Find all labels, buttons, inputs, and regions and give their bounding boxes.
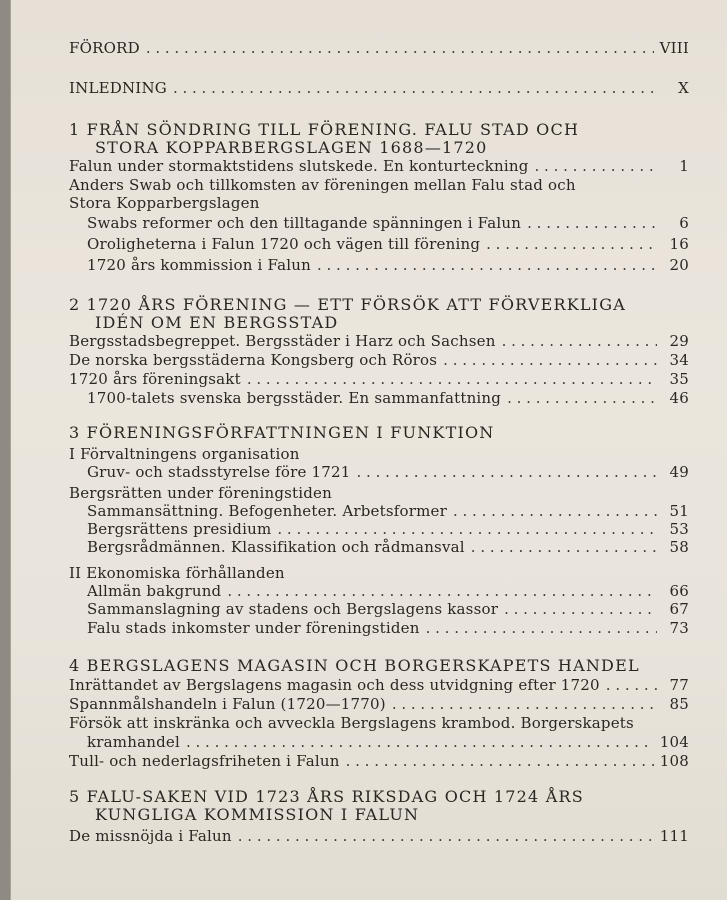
chapter-2-title-cont: IDÉN OM EN BERGSSTAD: [95, 313, 339, 332]
toc-entry: [69, 503, 689, 520]
dot-leader: [227, 583, 657, 600]
entry-label: De norska bergsstäderna Kongsberg och Röros: [69, 351, 438, 369]
page-number: 66: [669, 582, 689, 600]
toc-entry: [69, 753, 689, 770]
dot-leader: [357, 464, 657, 481]
toc-entry-text: Anders Swab och tillkomsten av föreningen mellan Falu stad och: [69, 176, 576, 194]
toc-entry: [69, 333, 689, 350]
dot-leader: [443, 352, 657, 369]
entry-label: Bergsstadsbegreppet. Bergsstäder i Harz och Sachsen: [69, 332, 496, 350]
toc-entry-text: Försök att inskränka och avveckla Bergslagens krambod. Borgerskapets: [69, 714, 634, 732]
section-heading: I Förvaltningens organisation: [69, 445, 300, 463]
page-number: 34: [669, 351, 689, 369]
entry-label: Swabs reformer och den tilltagande spänningen i Falun: [87, 214, 522, 232]
page-number: 85: [669, 695, 689, 713]
dot-leader: [471, 539, 657, 556]
entry-label: kramhandel: [87, 733, 180, 751]
toc-entry: [69, 539, 689, 556]
dot-leader: [277, 521, 657, 538]
page-number: 104: [659, 733, 689, 751]
chapter-1-title-cont: STORA KOPPARBERGSLAGEN 1688—1720: [95, 138, 488, 157]
toc-entry: [69, 390, 689, 407]
page-number: 58: [669, 538, 689, 556]
dot-leader: [507, 390, 657, 407]
entry-label: Sammanslagning av stadens och Bergslagens kassor: [87, 600, 499, 618]
toc-entry: [69, 620, 689, 637]
page-number: 73: [669, 619, 689, 637]
dot-leader: [346, 753, 654, 770]
dot-leader: [527, 215, 657, 232]
toc-entry-text: Stora Kopparbergslagen: [69, 194, 260, 212]
entry-label: Falu stads inkomster under föreningstiden: [87, 619, 420, 637]
toc-entry: [69, 215, 689, 232]
page-number: X: [678, 79, 689, 97]
entry-label: Spannmålshandeln i Falun (1720—1770): [69, 695, 386, 713]
page-number: 20: [669, 256, 689, 274]
dot-leader: [453, 503, 657, 520]
toc-entry: [69, 521, 689, 538]
toc-entry: [69, 352, 689, 369]
dot-leader: [392, 696, 657, 713]
toc-entry: [69, 464, 689, 481]
page-number: 111: [659, 827, 689, 845]
toc-entry: [69, 677, 689, 694]
toc-entry: [69, 236, 689, 253]
page-number: 77: [669, 676, 689, 694]
dot-leader: [146, 40, 654, 57]
entry-label: Bergsrådmännen. Klassifikation och rådmansval: [87, 538, 465, 556]
entry-label: Allmän bakgrund: [87, 582, 222, 600]
page-number: 1: [679, 157, 689, 175]
toc-entry: [69, 828, 689, 845]
toc-entry: [69, 601, 689, 618]
dot-leader: [186, 734, 654, 751]
toc-entry: [69, 371, 689, 388]
dot-leader: [426, 620, 657, 637]
page-number: 35: [669, 370, 689, 388]
page-number: 53: [669, 520, 689, 538]
page-number: 6: [679, 214, 689, 232]
dot-leader: [606, 677, 657, 694]
chapter-5-title: 5 FALU-SAKEN VID 1723 ÅRS RIKSDAG OCH 1724 ÅRS: [69, 787, 584, 806]
dot-leader: [247, 371, 657, 388]
toc-entry: [69, 583, 689, 600]
page-number: 108: [659, 752, 689, 770]
entry-label: Bergsrättens presidium: [87, 520, 272, 538]
entry-label: FÖRORD: [69, 39, 140, 57]
dot-leader: [173, 80, 657, 97]
chapter-3-title: 3 FÖRENINGSFÖRFATTNINGEN I FUNKTION: [69, 423, 495, 442]
entry-label: Tull- och nederlagsfriheten i Falun: [69, 752, 340, 770]
entry-label: Gruv- och stadsstyrelse före 1721: [87, 463, 351, 481]
chapter-2-title: 2 1720 ÅRS FÖRENING — ETT FÖRSÖK ATT FÖRVERKLIGA: [69, 295, 626, 314]
chapter-1-title: 1 FRÅN SÖNDRING TILL FÖRENING. FALU STAD OCH: [69, 120, 580, 139]
entry-label: 1700-talets svenska bergsstäder. En sammanfattning: [87, 389, 502, 407]
entry-label: Sammansättning. Befogenheter. Arbetsformer: [87, 502, 447, 520]
entry-label: Falun under stormaktstidens slutskede. En konturteckning: [69, 157, 529, 175]
dot-leader: [317, 257, 657, 274]
entry-label: 1720 års föreningsakt: [69, 370, 241, 388]
chapter-4-title: 4 BERGSLAGENS MAGASIN OCH BORGERSKAPETS HANDEL: [69, 656, 640, 675]
toc-entry: [69, 257, 689, 274]
dot-leader: [502, 333, 657, 350]
toc-entry: [69, 158, 689, 175]
book-page: [10, 0, 727, 900]
page-number: 16: [669, 235, 689, 253]
entry-label: 1720 års kommission i Falun: [87, 256, 311, 274]
page-number: 67: [669, 600, 689, 618]
page-number: 46: [669, 389, 689, 407]
page-number: 29: [669, 332, 689, 350]
toc-entry: [69, 696, 689, 713]
section-heading: II Ekonomiska förhållanden: [69, 564, 285, 582]
entry-label: Oroligheterna i Falun 1720 och vägen till förening: [87, 235, 481, 253]
entry-label: De missnöjda i Falun: [69, 827, 232, 845]
toc-entry-inledning: [69, 80, 689, 97]
chapter-5-title-cont: KUNGLIGA KOMMISSION I FALUN: [95, 805, 420, 824]
entry-label: Inrättandet av Bergslagens magasin och dess utvidgning efter 1720: [69, 676, 600, 694]
dot-leader: [535, 158, 658, 175]
subsection-heading: Bergsrätten under föreningstiden: [69, 484, 332, 502]
page-number: VIII: [659, 39, 689, 57]
entry-label: INLEDNING: [69, 79, 167, 97]
dot-leader: [238, 828, 654, 845]
dot-leader: [486, 236, 657, 253]
page-number: 49: [669, 463, 689, 481]
dot-leader: [504, 601, 657, 618]
toc-entry: [69, 734, 689, 751]
page-number: 51: [669, 502, 689, 520]
toc-entry-forord: [69, 40, 689, 57]
